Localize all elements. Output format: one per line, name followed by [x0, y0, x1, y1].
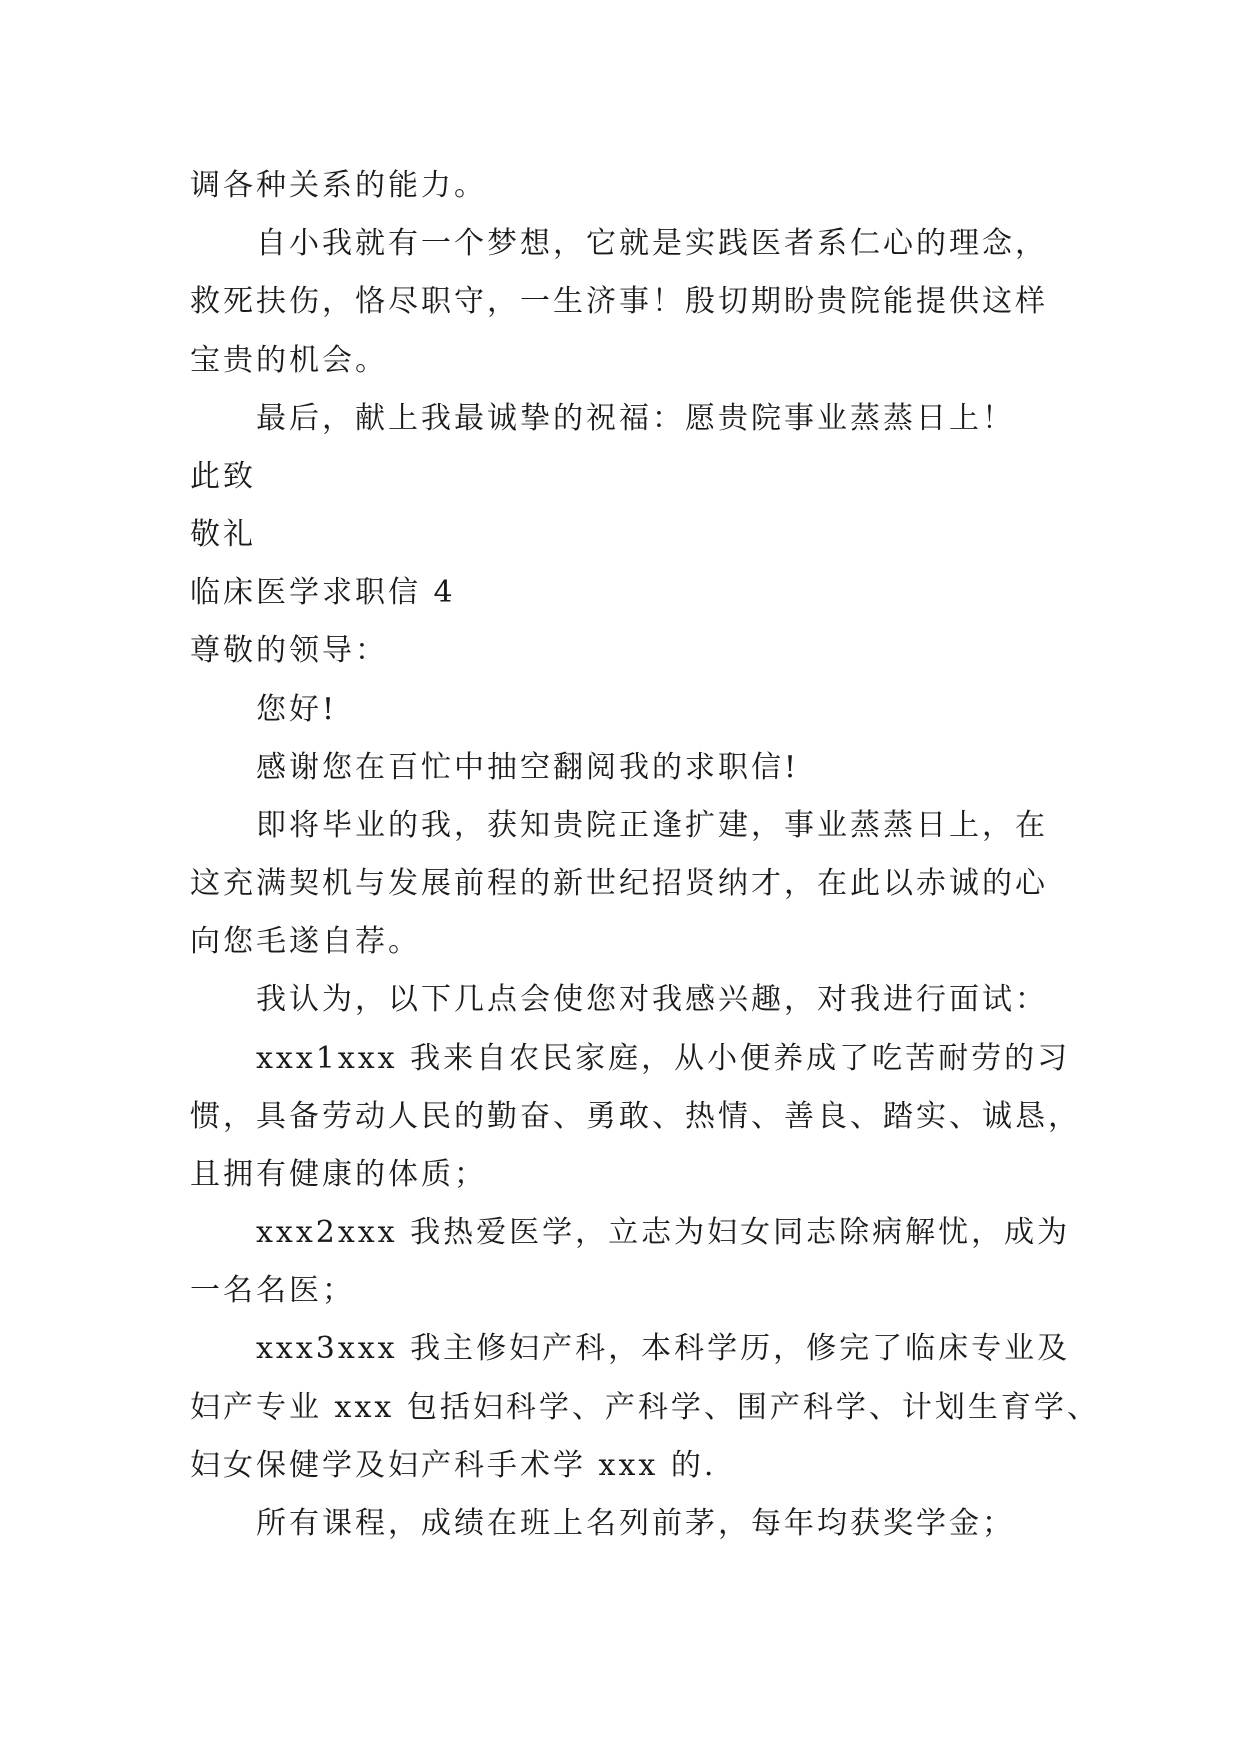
text-line: 所有课程，成绩在班上名列前茅，每年均获奖学金；: [256, 1506, 1015, 1541]
text-line: xxx2xxx 我热爱医学，立志为妇女同志除病解忧，成为: [256, 1215, 1071, 1250]
text-line: 向您毛遂自荐。: [190, 924, 421, 959]
text-line: 这充满契机与发展前程的新世纪招贤纳才，在此以赤诚的心: [190, 866, 1048, 901]
closing-line: 此致: [190, 459, 256, 494]
text-line: xxx1xxx 我来自农民家庭，从小便养成了吃苦耐劳的习: [256, 1041, 1071, 1076]
text-line: xxx3xxx 我主修妇产科，本科学历，修完了临床专业及: [256, 1331, 1071, 1366]
text-line: 妇女保健学及妇产科手术学 xxx 的.: [190, 1448, 717, 1483]
text-line: 我认为，以下几点会使您对我感兴趣，对我进行面试：: [256, 982, 1048, 1017]
text-line: 宝贵的机会。: [190, 343, 388, 378]
text-line: 惯，具备劳动人民的勤奋、勇敢、热情、善良、踏实、诚恳，: [190, 1099, 1081, 1134]
text-line: 调各种关系的能力。: [190, 168, 487, 203]
text-line: 且拥有健康的体质；: [190, 1157, 487, 1192]
text-line: 即将毕业的我，获知贵院正逢扩建，事业蒸蒸日上，在: [256, 808, 1048, 843]
text-line: 救死扶伤，恪尽职守，一生济事！殷切期盼贵院能提供这样: [190, 284, 1048, 319]
text-line: 自小我就有一个梦想，它就是实践医者系仁心的理念，: [256, 226, 1048, 261]
text-line: 一名名医；: [190, 1273, 355, 1308]
letter-title: 临床医学求职信 4: [190, 575, 456, 610]
text-line: 感谢您在百忙中抽空翻阅我的求职信!: [256, 750, 800, 785]
text-line: 最后，献上我最诚挚的祝福：愿贵院事业蒸蒸日上！: [256, 401, 1015, 436]
closing-line: 敬礼: [190, 517, 256, 552]
salutation: 尊敬的领导：: [190, 633, 388, 668]
text-line: 妇产专业 xxx 包括妇科学、产科学、围产科学、计划生育学、: [190, 1390, 1100, 1425]
greeting: 您好!: [256, 692, 338, 727]
